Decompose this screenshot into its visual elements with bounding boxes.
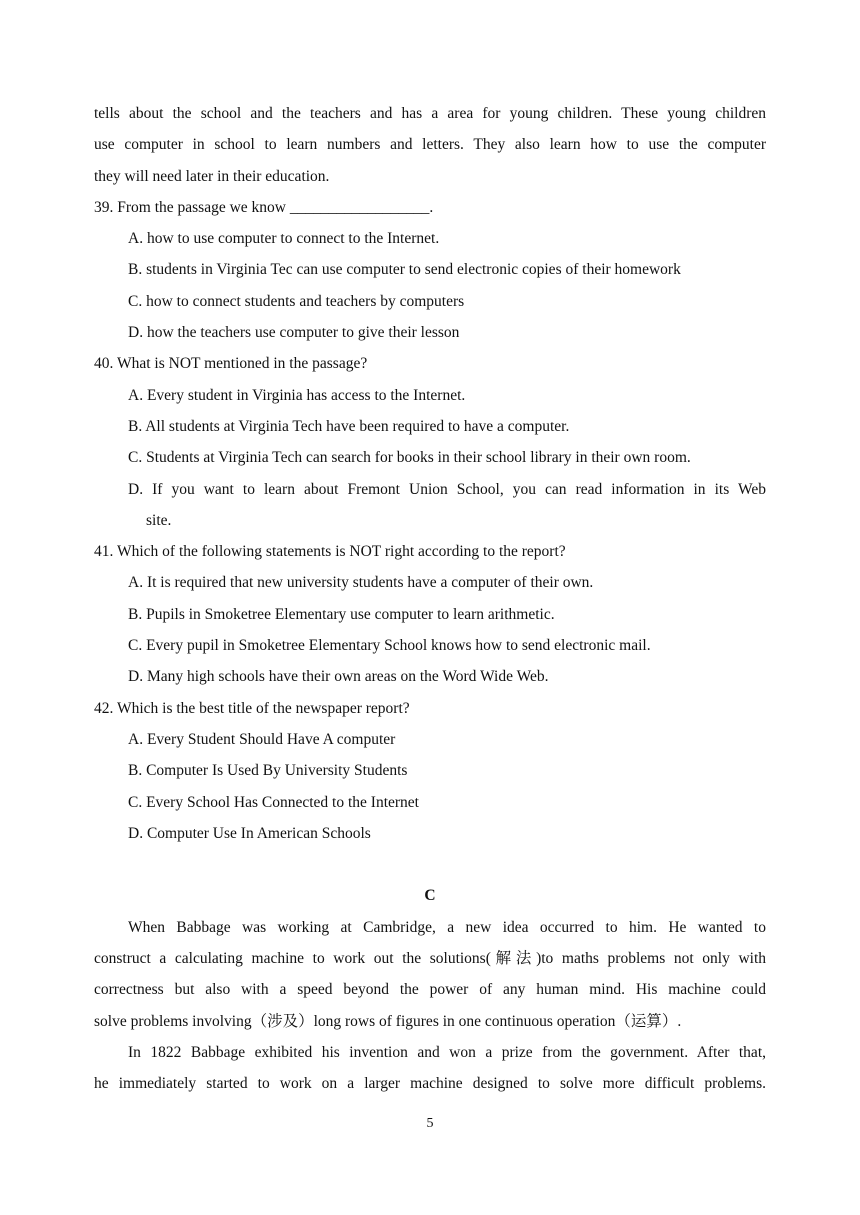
question-40-option-b: B. All students at Virginia Tech have been required to have a computer. xyxy=(128,417,570,435)
page-content xyxy=(94,98,766,1100)
question-41-option-b: B. Pupils in Smoketree Elementary use computer to learn arithmetic. xyxy=(128,605,555,623)
question-41-stem: 41. Which of the following statements is NOT right according to the report? xyxy=(94,543,566,561)
paragraph-line: use computer in school to learn numbers and letters. They also learn how to use the computer xyxy=(94,136,766,154)
question-41-option-d: D. Many high schools have their own areas on the Word Wide Web. xyxy=(128,668,549,686)
question-40-option-d: D. If you want to learn about Fremont Union School, you can read information in its Web xyxy=(128,480,766,498)
question-39-option-b: B. students in Virginia Tec can use computer to send electronic copies of their homework xyxy=(128,261,681,279)
paragraph-line: construct a calculating machine to work out the solutions(解法)to maths problems not only with xyxy=(94,950,766,968)
question-42-option-c: C. Every School Has Connected to the Internet xyxy=(128,793,419,811)
question-42-option-d: D. Computer Use In American Schools xyxy=(128,824,371,842)
paragraph-line: In 1822 Babbage exhibited his invention and won a prize from the government. After that, xyxy=(128,1043,766,1061)
question-41-option-a: A. It is required that new university students have a computer of their own. xyxy=(128,574,594,592)
paragraph-line: When Babbage was working at Cambridge, a new idea occurred to him. He wanted to xyxy=(128,918,766,936)
paragraph-line: he immediately started to work on a larger machine designed to solve more difficult problems. xyxy=(94,1075,766,1093)
section-heading: C xyxy=(424,887,436,905)
section-spacer xyxy=(94,849,766,880)
question-42-option-b: B. Computer Is Used By University Students xyxy=(128,762,408,780)
question-40-stem: 40. What is NOT mentioned in the passage? xyxy=(94,355,368,373)
question-42-option-a: A. Every Student Should Have A computer xyxy=(128,730,396,748)
question-40-option-c: C. Students at Virginia Tech can search for books in their school library in their own room. xyxy=(128,449,691,467)
question-41-option-c: C. Every pupil in Smoketree Elementary School knows how to send electronic mail. xyxy=(128,637,651,655)
paragraph-line: correctness but also with a speed beyond the power of any human mind. His machine could xyxy=(94,981,766,999)
question-39-stem: 39. From the passage we know __________________. xyxy=(94,198,434,216)
question-42-stem: 42. Which is the best title of the newspaper report? xyxy=(94,699,410,717)
paragraph-line: they will need later in their education. xyxy=(94,167,330,185)
question-40-option-d-continuation: site. xyxy=(146,511,172,529)
question-39-option-c: C. how to connect students and teachers by computers xyxy=(128,292,465,310)
paragraph-line: solve problems involving（涉及）long rows of figures in one continuous operation（运算）. xyxy=(94,1012,682,1030)
question-40-option-a: A. Every student in Virginia has access to the Internet. xyxy=(128,386,466,404)
question-39-option-a: A. how to use computer to connect to the Internet. xyxy=(128,230,440,248)
question-39-option-d: D. how the teachers use computer to give their lesson xyxy=(128,324,460,342)
page-number: 5 xyxy=(426,1116,434,1131)
paragraph-line: tells about the school and the teachers and has a area for young children. These young children xyxy=(94,105,766,122)
